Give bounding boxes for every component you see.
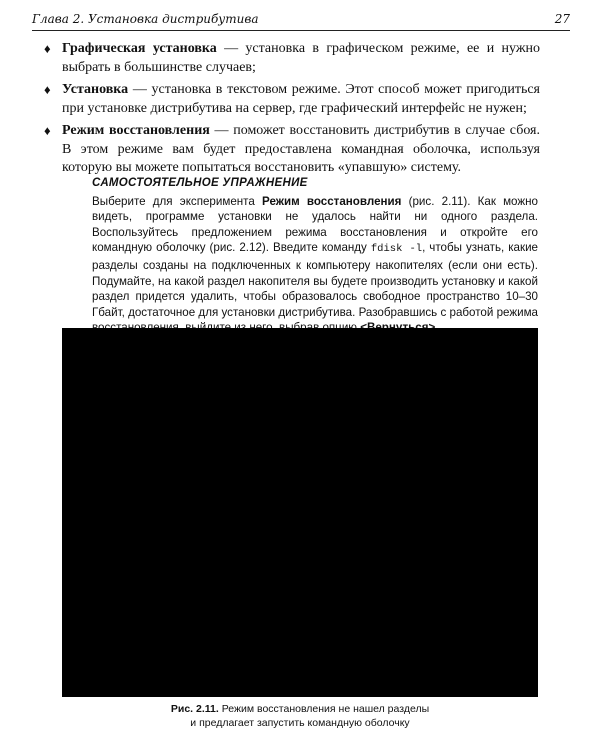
exercise-text-part: (рис. 2.11). Как можно видеть, программе установки не удалось найти ни одного раздела. Воспользуйтесь предложением режима восстановления и откройте его командную оболочку (рис. 2.12). Введите команду bbox=[92, 194, 538, 255]
page-number: 27 bbox=[554, 12, 570, 26]
exercise-box bbox=[92, 176, 538, 336]
exercise-text bbox=[92, 194, 538, 336]
bullet-text: — поможет восстановить дистрибутив в случае сбоя. В этом режиме вам будет предоставлена командная оболочка, используя которую вы можете попытаться восстановить «упавшую» систему. bbox=[62, 123, 540, 175]
diamond-bullet-icon: ♦ bbox=[44, 123, 51, 138]
bullet-text: — установка в текстовом режиме. Этот способ может пригодиться при установке дистрибутива на сервер, где графический интерфейс не нужен; bbox=[62, 82, 540, 116]
bullet-list bbox=[44, 40, 540, 182]
diamond-bullet-icon: ♦ bbox=[44, 41, 51, 56]
command-code: fdisk -l bbox=[370, 243, 423, 256]
list-item bbox=[44, 81, 540, 118]
chapter-title: Глава 2. Установка дистрибутива bbox=[32, 12, 259, 26]
exercise-text-part: , чтобы узнать, какие разделы созданы на подключенных к компьютеру накопителях (если они есть). Подумайте, на какой раздел накопителя вы будете производить установку и какой раздел придется удалить, чтобы образовалось свободное пространство 10–30 Гбайт, достаточное для установки дистрибутива. Разобравшись с работой режима bbox=[92, 241, 538, 319]
caption-line-2: и предлагает запустить командную оболочку bbox=[190, 716, 410, 729]
page-header bbox=[32, 10, 570, 31]
exercise-title: САМОСТОЯТЕЛЬНОЕ УПРАЖНЕНИЕ bbox=[92, 177, 308, 189]
bullet-term: Режим восстановления bbox=[62, 123, 210, 138]
list-item bbox=[44, 40, 540, 77]
figure-screenshot bbox=[62, 328, 538, 697]
caption-line-1: Режим восстановления не нашел разделы bbox=[218, 703, 430, 715]
bullet-term: Графическая установка bbox=[62, 41, 217, 56]
bullet-text: — установка в графическом режиме, ее и нужно выбрать в большинстве случаев; bbox=[62, 41, 540, 75]
bullet-term: Установка bbox=[62, 82, 129, 97]
figure-caption bbox=[62, 703, 538, 730]
figure-label: Рис. 2.11. bbox=[170, 703, 219, 715]
exercise-text-part: Выберите для эксперимента bbox=[92, 194, 263, 208]
list-item bbox=[44, 122, 540, 178]
exercise-mode-name: Режим восстановления bbox=[262, 194, 402, 208]
diamond-bullet-icon: ♦ bbox=[44, 82, 51, 97]
